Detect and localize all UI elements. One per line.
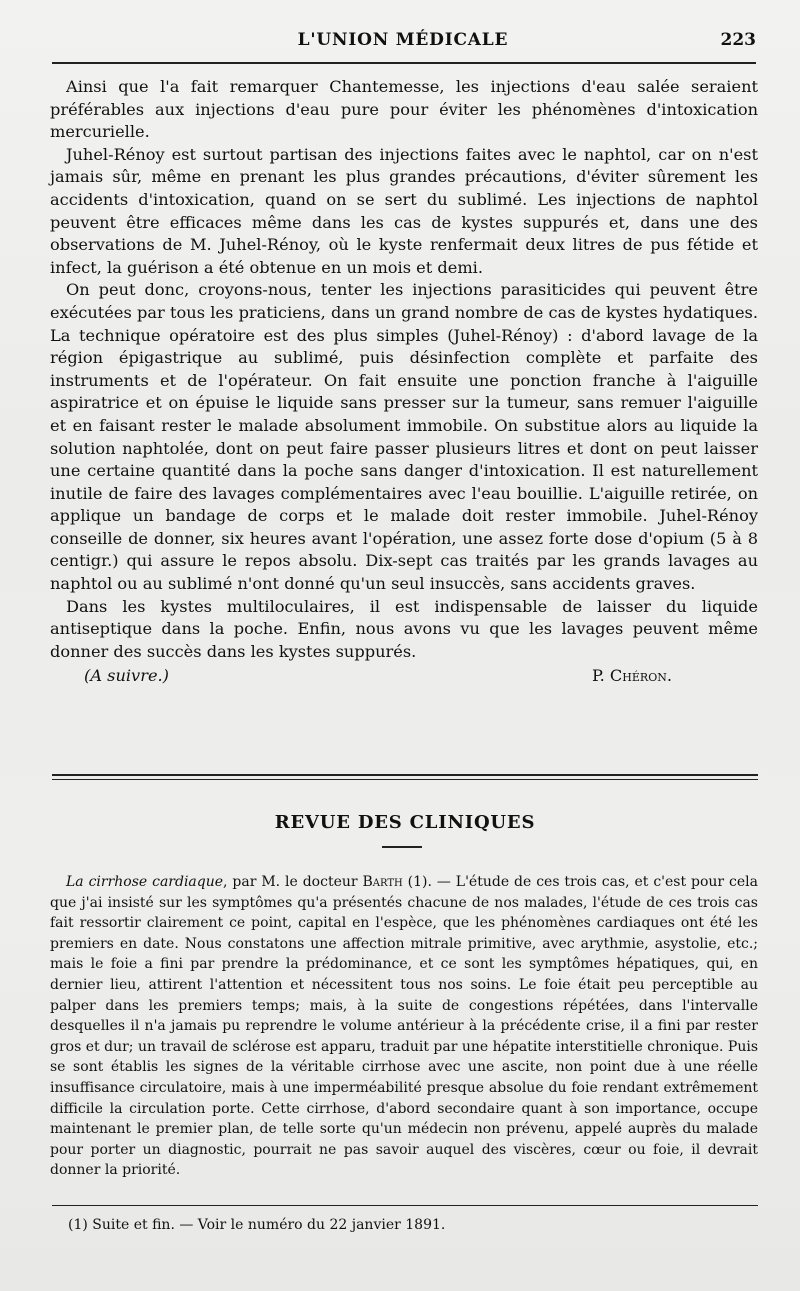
paragraph: Dans les kystes multiloculaires, il est indispensable de laisser du liquide antiseptique dans la poche. Enfin, nous avons vu que les lavages peuvent même donner des succès dans les kystes suppurés.	[50, 596, 758, 661]
page-header	[50, 30, 756, 58]
page-number: 223	[720, 30, 756, 50]
to-follow-note: (A suivre.)	[84, 666, 169, 686]
paragraph: Ainsi que l'a fait remarquer Chantemesse, les injections d'eau salée seraient préférables aux injections d'eau pure pour éviter les phénomènes d'intoxication mercurielle.	[50, 77, 758, 142]
section-separator	[52, 779, 758, 780]
running-title: L'UNION MÉDICALE	[297, 30, 509, 50]
paragraph	[50, 872, 758, 1181]
article-author: P. Chéron.	[592, 666, 672, 686]
paragraph: Juhel-Rénoy est surtout partisan des injections faites avec le naphtol, car on n'est jamais sûr, même en prenant les plus grandes précautions, d'éviter sûrement les accidents d'intoxication, quand on se sert du sublimé. Les injections de naphtol peuvent être efficaces même dans les cas de kystes suppurés et, dans une des observations de M. Juhel-Rénoy, où le kyste renfermait deux litres de pus fétide et infect, la guérison a été obtenue en un mois et demi.	[50, 144, 758, 277]
paragraph: On peut donc, croyons-nous, tenter les injections parasiticides qui peuvent être exécutées par tous les praticiens, dans un grand nombre de cas de kystes hydatiques. La technique opératoire est des plus simples (Juhel-Rénoy) : d'abord lavage de la région épigastrique au sublimé, puis désinfection complète et parfaite des instruments et de l'opérateur. On fait ensuite une ponction franche à l'aiguille aspiratrice et on épuise le liquide sans presser sur la tumeur, sans remuer l'aiguille et en faisant rester le malade absolument immobile. On substitue alors au liquide la solution naphtolée, dont on peut faire passer plusieurs litres et dont on peut laisser une certaine quantité dans la poche sans danger d'intoxication. Il est naturellement inutile de faire des lavages complémentaires avec l'eau bouillie. L'aiguille retirée, on applique un bandage de corps et le malade doit rester immobile. Juhel-Rénoy conseille de donner, six heures avant l'opération, une assez forte dose d'opium (5 à 8 centigr.) qui assure le repos absolu. Dix-sept cas traités par les grands lavages au naphtol ou au sublimé n'ont donné qu'un seul insuccès, sans accidents graves.	[50, 280, 758, 594]
article-title: La cirrhose cardiaque	[66, 874, 224, 890]
header-rule	[52, 62, 756, 64]
article-body: (1). — L'étude de ces trois cas, et c'est pour cela que j'ai insisté sur les symptômes qu'a présentés chacune de nos malades, l'étude de ces trois cas fait ressortir clairement ce point, capital en l'espèce, que les phénomènes cardiaques ont été les premiers en date. Nous constatons une affection mitrale primitive, avec arythmie, asystolie, etc.; mais le foie a fini par prendre la prédominance, et ce sont les symptômes hépatiques, qui, en dernier lieu, attirent l'attention et nécessitent tous nos soins. Le foie était peu perceptible au palper dans les premiers temps; mais, à la suite de congestions répétées, dans l'intervalle desquelles il n'a jamais pu reprendre le volume antérieur à la précédente crise, il a fini par rester gros et dur; un travail de sclérose est apparu, traduit par une hépatite interstitielle chronique. Puis se sont établis les signes de la véritable cirrhose avec une ascite, non point due à une réelle insuffisance circulatoire, mais à une imperméabilité presque absolue du foie rendant extrêmement difficile la circulation porte. Cette cirrhose, d'abord secondaire quant à son importance, occupe maintenant le premier plan, de telle sorte qu'un médecin non prévenu, appelé auprès du malade pour porter un diagnostic, pourrait ne pas savoir auquel des viscères, cœur ou foie, il devrait donner la priorité.	[50, 874, 758, 1179]
footnote-rule	[52, 1205, 758, 1206]
article-hydatid-cysts	[50, 76, 758, 689]
section-title-rule	[382, 846, 422, 848]
article-author: Barth	[362, 874, 403, 890]
section-separator	[52, 774, 758, 776]
article-signoff	[50, 665, 758, 689]
author-prefix: , par M. le docteur	[223, 874, 363, 890]
section-title: REVUE DES CLINIQUES	[274, 812, 536, 833]
footnote: (1) Suite et fin. — Voir le numéro du 22 janvier 1891.	[68, 1217, 446, 1233]
article-cardiac-cirrhosis	[50, 872, 758, 1181]
